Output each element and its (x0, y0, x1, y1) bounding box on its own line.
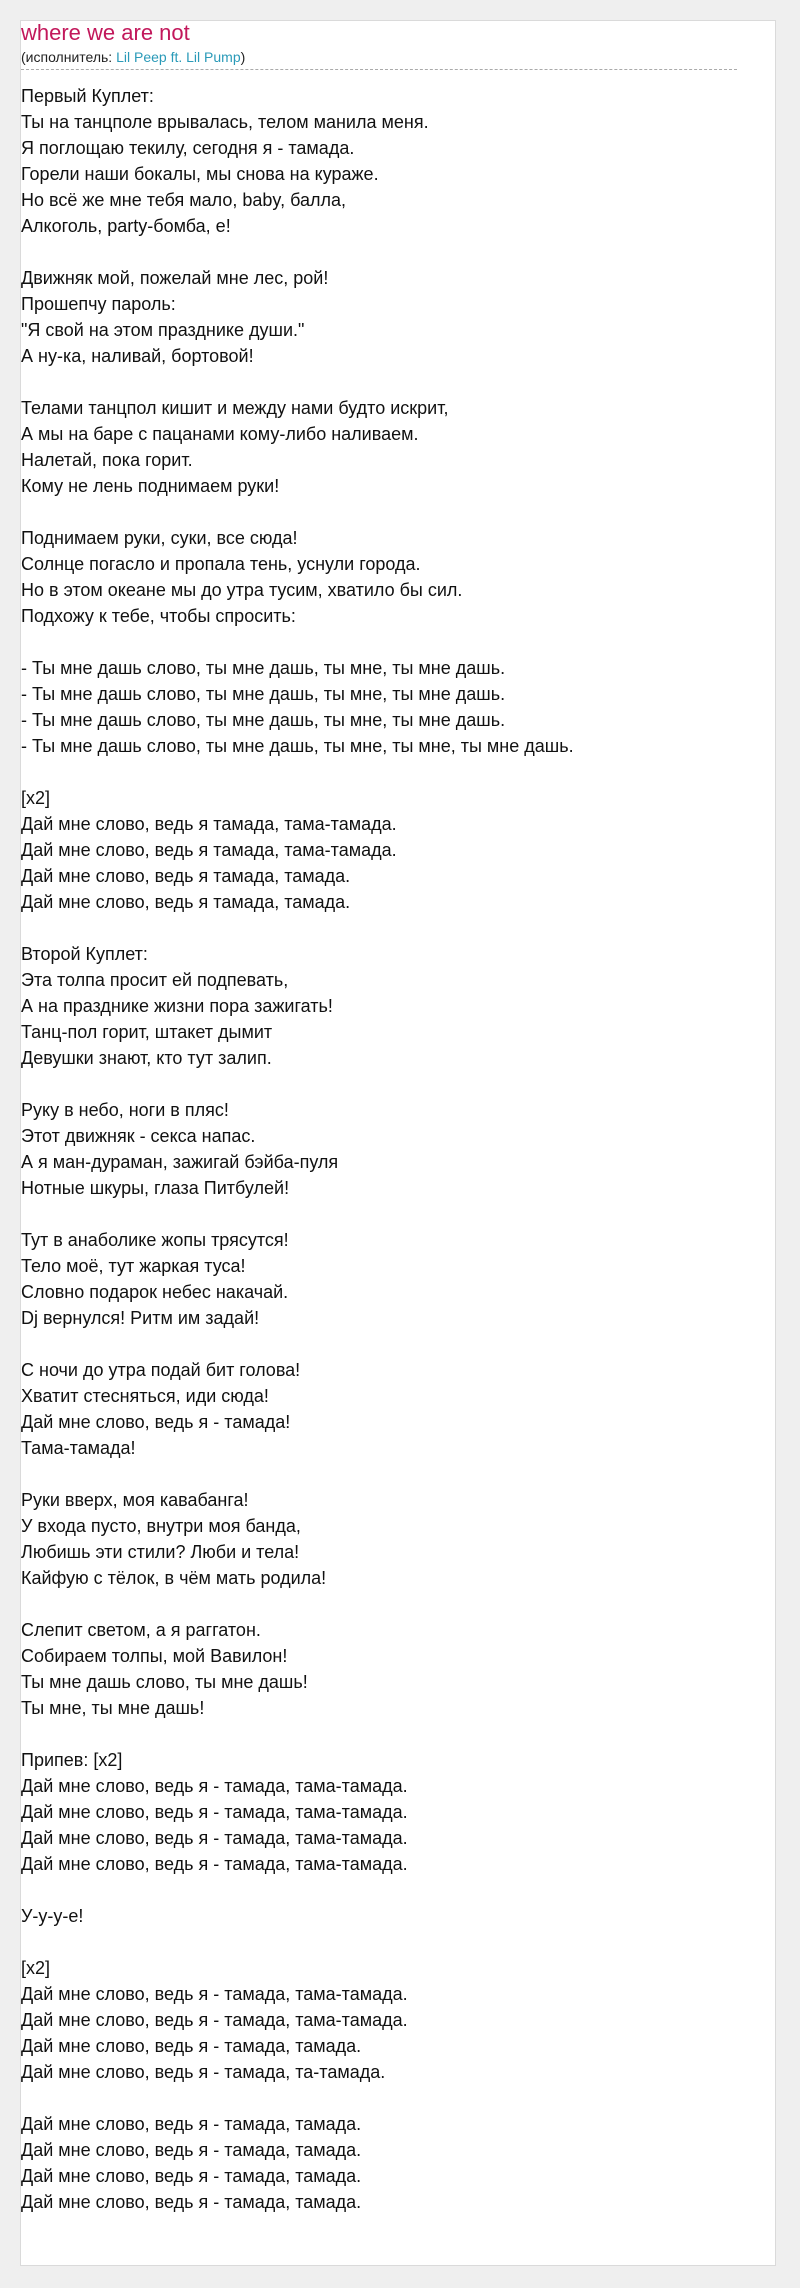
lyrics-line: Руку в небо, ноги в пляс! (21, 1100, 229, 1120)
lyrics-line: Но в этом океане мы до утра тусим, хватило бы сил. (21, 580, 463, 600)
lyrics-line: Дай мне слово, ведь я тамада, тамада. (21, 892, 351, 912)
lyrics-line: Тама-тамада! (21, 1438, 136, 1458)
lyrics-line: Нотные шкуры, глаза Питбулей! (21, 1178, 290, 1198)
lyrics-line: У-у-у-е! (21, 1906, 84, 1926)
lyrics-line: А я ман-дураман, зажигай бэйба-пуля (21, 1152, 339, 1172)
lyrics-line: Ты мне, ты мне дашь! (21, 1698, 205, 1718)
lyrics-line: Первый Куплет: (21, 86, 154, 106)
lyrics-stanza (21, 785, 741, 915)
lyrics-stanza (21, 1747, 741, 1877)
lyrics-body (21, 83, 741, 2241)
lyrics-line: Любишь эти стили? Люби и тела! (21, 1542, 300, 1562)
lyrics-line: Движняк мой, пожелай мне лес, рой! (21, 268, 329, 288)
lyrics-line: Ты мне дашь слово, ты мне дашь! (21, 1672, 308, 1692)
lyrics-line: Дай мне слово, ведь я - тамада, тама-тамада. (21, 1776, 408, 1796)
lyrics-stanza (21, 2111, 741, 2215)
lyrics-stanza (21, 1617, 741, 1721)
lyrics-line: Дай мне слово, ведь я тамада, тама-тамада. (21, 840, 397, 860)
lyrics-line: Дай мне слово, ведь я - тамада, тамада. (21, 2166, 362, 2186)
lyrics-line: Прошепчу пароль: (21, 294, 176, 314)
lyrics-line: - Ты мне дашь слово, ты мне дашь, ты мне, ты мне дашь. (21, 710, 506, 730)
lyrics-line: Дай мне слово, ведь я - тамада! (21, 1412, 291, 1432)
lyrics-line: Дай мне слово, ведь я - тамада, тамада. (21, 2140, 362, 2160)
lyrics-line: Дай мне слово, ведь я - тамада, тама-тамада. (21, 1984, 408, 2004)
lyrics-line: - Ты мне дашь слово, ты мне дашь, ты мне, ты мне дашь. (21, 684, 506, 704)
lyrics-line: Кому не лень поднимаем руки! (21, 476, 280, 496)
lyrics-line: Дай мне слово, ведь я тамада, тамада. (21, 866, 351, 886)
lyrics-stanza (21, 525, 741, 629)
lyrics-line: Горели наши бокалы, мы снова на кураже. (21, 164, 379, 184)
lyrics-line: Но всё же мне тебя мало, baby, балла, (21, 190, 347, 210)
lyrics-line: Тело моё, тут жаркая туса! (21, 1256, 246, 1276)
lyrics-line: Алкоголь, party-бомба, е! (21, 216, 231, 236)
lyrics-line: А ну-ка, наливай, бортовой! (21, 346, 254, 366)
lyrics-line: Хватит стесняться, иди сюда! (21, 1386, 269, 1406)
lyrics-line: Эта толпа просит ей подпевать, (21, 970, 289, 990)
credit-suffix: ) (240, 49, 246, 65)
lyrics-line: Кайфую с тёлок, в чём мать родила! (21, 1568, 327, 1588)
lyrics-line: С ночи до утра подай бит голова! (21, 1360, 301, 1380)
lyrics-stanza (21, 655, 741, 759)
lyrics-line: Танц-пол горит, штакет дымит (21, 1022, 273, 1042)
lyrics-line: Дай мне слово, ведь я - тамада, тама-тамада. (21, 1802, 408, 1822)
lyrics-stanza (21, 1097, 741, 1201)
lyrics-line: Поднимаем руки, суки, все сюда! (21, 528, 298, 548)
lyrics-stanza (21, 941, 741, 1071)
lyrics-line: Второй Куплет: (21, 944, 148, 964)
lyrics-stanza (21, 1357, 741, 1461)
lyrics-line: Словно подарок небес накачай. (21, 1282, 289, 1302)
lyrics-line: Дай мне слово, ведь я - тамада, тама-тамада. (21, 1854, 408, 1874)
lyrics-line: У входа пусто, внутри моя банда, (21, 1516, 301, 1536)
lyrics-line: Ты на танцполе врывалась, телом манила меня. (21, 112, 429, 132)
lyrics-stanza (21, 1903, 741, 1929)
lyrics-line: Руки вверх, моя кавабанга! (21, 1490, 249, 1510)
artist-link[interactable]: Lil Peep ft. Lil Pump (116, 49, 241, 65)
lyrics-line: Дай мне слово, ведь я - тамада, тамада. (21, 2114, 362, 2134)
lyrics-line: Подхожу к тебе, чтобы спросить: (21, 606, 296, 626)
lyrics-stanza (21, 395, 741, 499)
lyrics-line: Дай мне слово, ведь я тамада, тама-тамада. (21, 814, 397, 834)
lyrics-line: Телами танцпол кишит и между нами будто искрит, (21, 398, 449, 418)
lyrics-line: Собираем толпы, мой Вавилон! (21, 1646, 288, 1666)
lyrics-stanza (21, 265, 741, 369)
lyrics-line: Dj вернулся! Ритм им задай! (21, 1308, 260, 1328)
lyrics-line: Припев: [x2] (21, 1750, 123, 1770)
lyrics-line: [x2] (21, 788, 51, 808)
lyrics-line: "Я свой на этом празднике души." (21, 320, 305, 340)
lyrics-line: Дай мне слово, ведь я - тамада, тама-тамада. (21, 1828, 408, 1848)
lyrics-line: Этот движняк - секса напас. (21, 1126, 256, 1146)
lyrics-line: Дай мне слово, ведь я - тамада, тама-тамада. (21, 2010, 408, 2030)
lyrics-line: Солнце погасло и пропала тень, уснули города. (21, 554, 421, 574)
song-header (21, 20, 737, 70)
credit-prefix: (исполнитель: (21, 49, 117, 65)
lyrics-line: Я поглощаю текилу, сегодня я - тамада. (21, 138, 355, 158)
lyrics-line: Налетай, пока горит. (21, 450, 193, 470)
lyrics-line: Девушки знают, кто тут залип. (21, 1048, 272, 1068)
song-title: where we are not (21, 20, 190, 45)
lyrics-line: Тут в анаболике жопы трясутся! (21, 1230, 289, 1250)
lyrics-line: Дай мне слово, ведь я - тамада, тамада. (21, 2036, 362, 2056)
lyrics-stanza (21, 1955, 741, 2085)
lyrics-line: - Ты мне дашь слово, ты мне дашь, ты мне, ты мне дашь. (21, 658, 506, 678)
lyrics-line: - Ты мне дашь слово, ты мне дашь, ты мне, ты мне, ты мне дашь. (21, 736, 574, 756)
lyrics-line: Дай мне слово, ведь я - тамада, та-тамада. (21, 2062, 386, 2082)
artist-credit (21, 48, 737, 70)
lyrics-stanza (21, 1227, 741, 1331)
lyrics-stanza (21, 1487, 741, 1591)
lyrics-line: А мы на баре с пацанами кому-либо наливаем. (21, 424, 419, 444)
lyrics-line: Слепит светом, а я раггатон. (21, 1620, 261, 1640)
lyrics-stanza (21, 83, 741, 239)
lyrics-line: А на празднике жизни пора зажигать! (21, 996, 333, 1016)
lyrics-line: [x2] (21, 1958, 51, 1978)
lyrics-line: Дай мне слово, ведь я - тамада, тамада. (21, 2192, 362, 2212)
